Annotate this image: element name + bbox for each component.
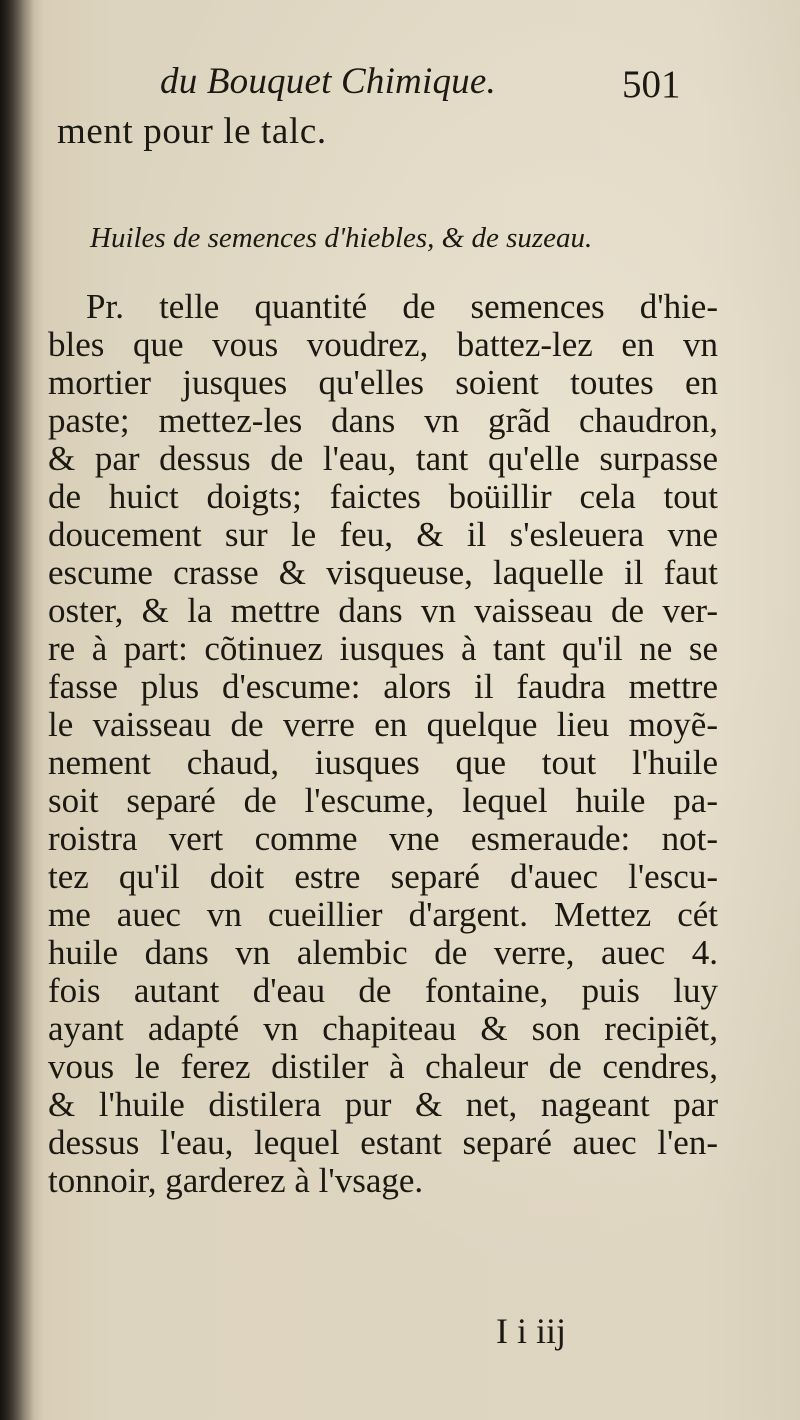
- body-line: & par dessus de l'eau, tant qu'elle surpasse: [48, 439, 718, 478]
- body-line: fasse plus d'escume: alors il faudra mettre: [48, 667, 718, 706]
- page-number: 501: [622, 63, 681, 106]
- body-line: doucement sur le feu, & il s'esleuera vne: [48, 515, 718, 554]
- body-line: de huict doigts; faictes boüillir cela tout: [48, 477, 718, 516]
- body-line: bles que vous voudrez, battez-lez en vn: [48, 325, 718, 364]
- body-line: le vaisseau de verre en quelque lieu moyẽ-: [48, 705, 718, 744]
- body-line: Pr. telle quantité de semences d'hie-: [86, 287, 718, 326]
- body-line: oster, & la mettre dans vn vaisseau de ver-: [48, 591, 718, 630]
- continuation-line: ment pour le talc.: [57, 111, 327, 152]
- body-line: tez qu'il doit estre separé d'auec l'escu-: [48, 857, 718, 896]
- body-line: me auec vn cueillier d'argent. Mettez cét: [48, 895, 718, 934]
- body-line: roistra vert comme vne esmeraude: not-: [48, 819, 718, 858]
- body-line: vous le ferez distiler à chaleur de cendres,: [48, 1047, 718, 1086]
- body-line: paste; mettez-les dans vn grãd chaudron,: [48, 401, 718, 440]
- body-line: dessus l'eau, lequel estant separé auec l'en-: [48, 1123, 718, 1162]
- body-line: ayant adapté vn chapiteau & son recipiẽt,: [48, 1009, 718, 1048]
- running-head: du Bouquet Chimique.: [160, 61, 496, 102]
- body-line: huile dans vn alembic de verre, auec 4.: [48, 933, 718, 972]
- body-line: mortier jusques qu'elles soient toutes en: [48, 363, 718, 402]
- section-heading: Huiles de semences d'hiebles, & de suzeau.: [90, 222, 593, 254]
- signature-mark: I i iij: [496, 1311, 566, 1351]
- body-line: escume crasse & visqueuse, laquelle il faut: [48, 553, 718, 592]
- body-line: nement chaud, iusques que tout l'huile: [48, 743, 718, 782]
- body-line: fois autant d'eau de fontaine, puis luy: [48, 971, 718, 1010]
- body-line: re à part: cõtinuez iusques à tant qu'il ne se: [48, 629, 718, 668]
- body-text: [48, 288, 718, 1200]
- page-gutter-shadow: [0, 0, 34, 1420]
- body-line: soit separé de l'escume, lequel huile pa-: [48, 781, 718, 820]
- body-line: & l'huile distilera pur & net, nageant par: [48, 1085, 718, 1124]
- body-line: tonnoir, garderez à l'vsage.: [48, 1161, 424, 1200]
